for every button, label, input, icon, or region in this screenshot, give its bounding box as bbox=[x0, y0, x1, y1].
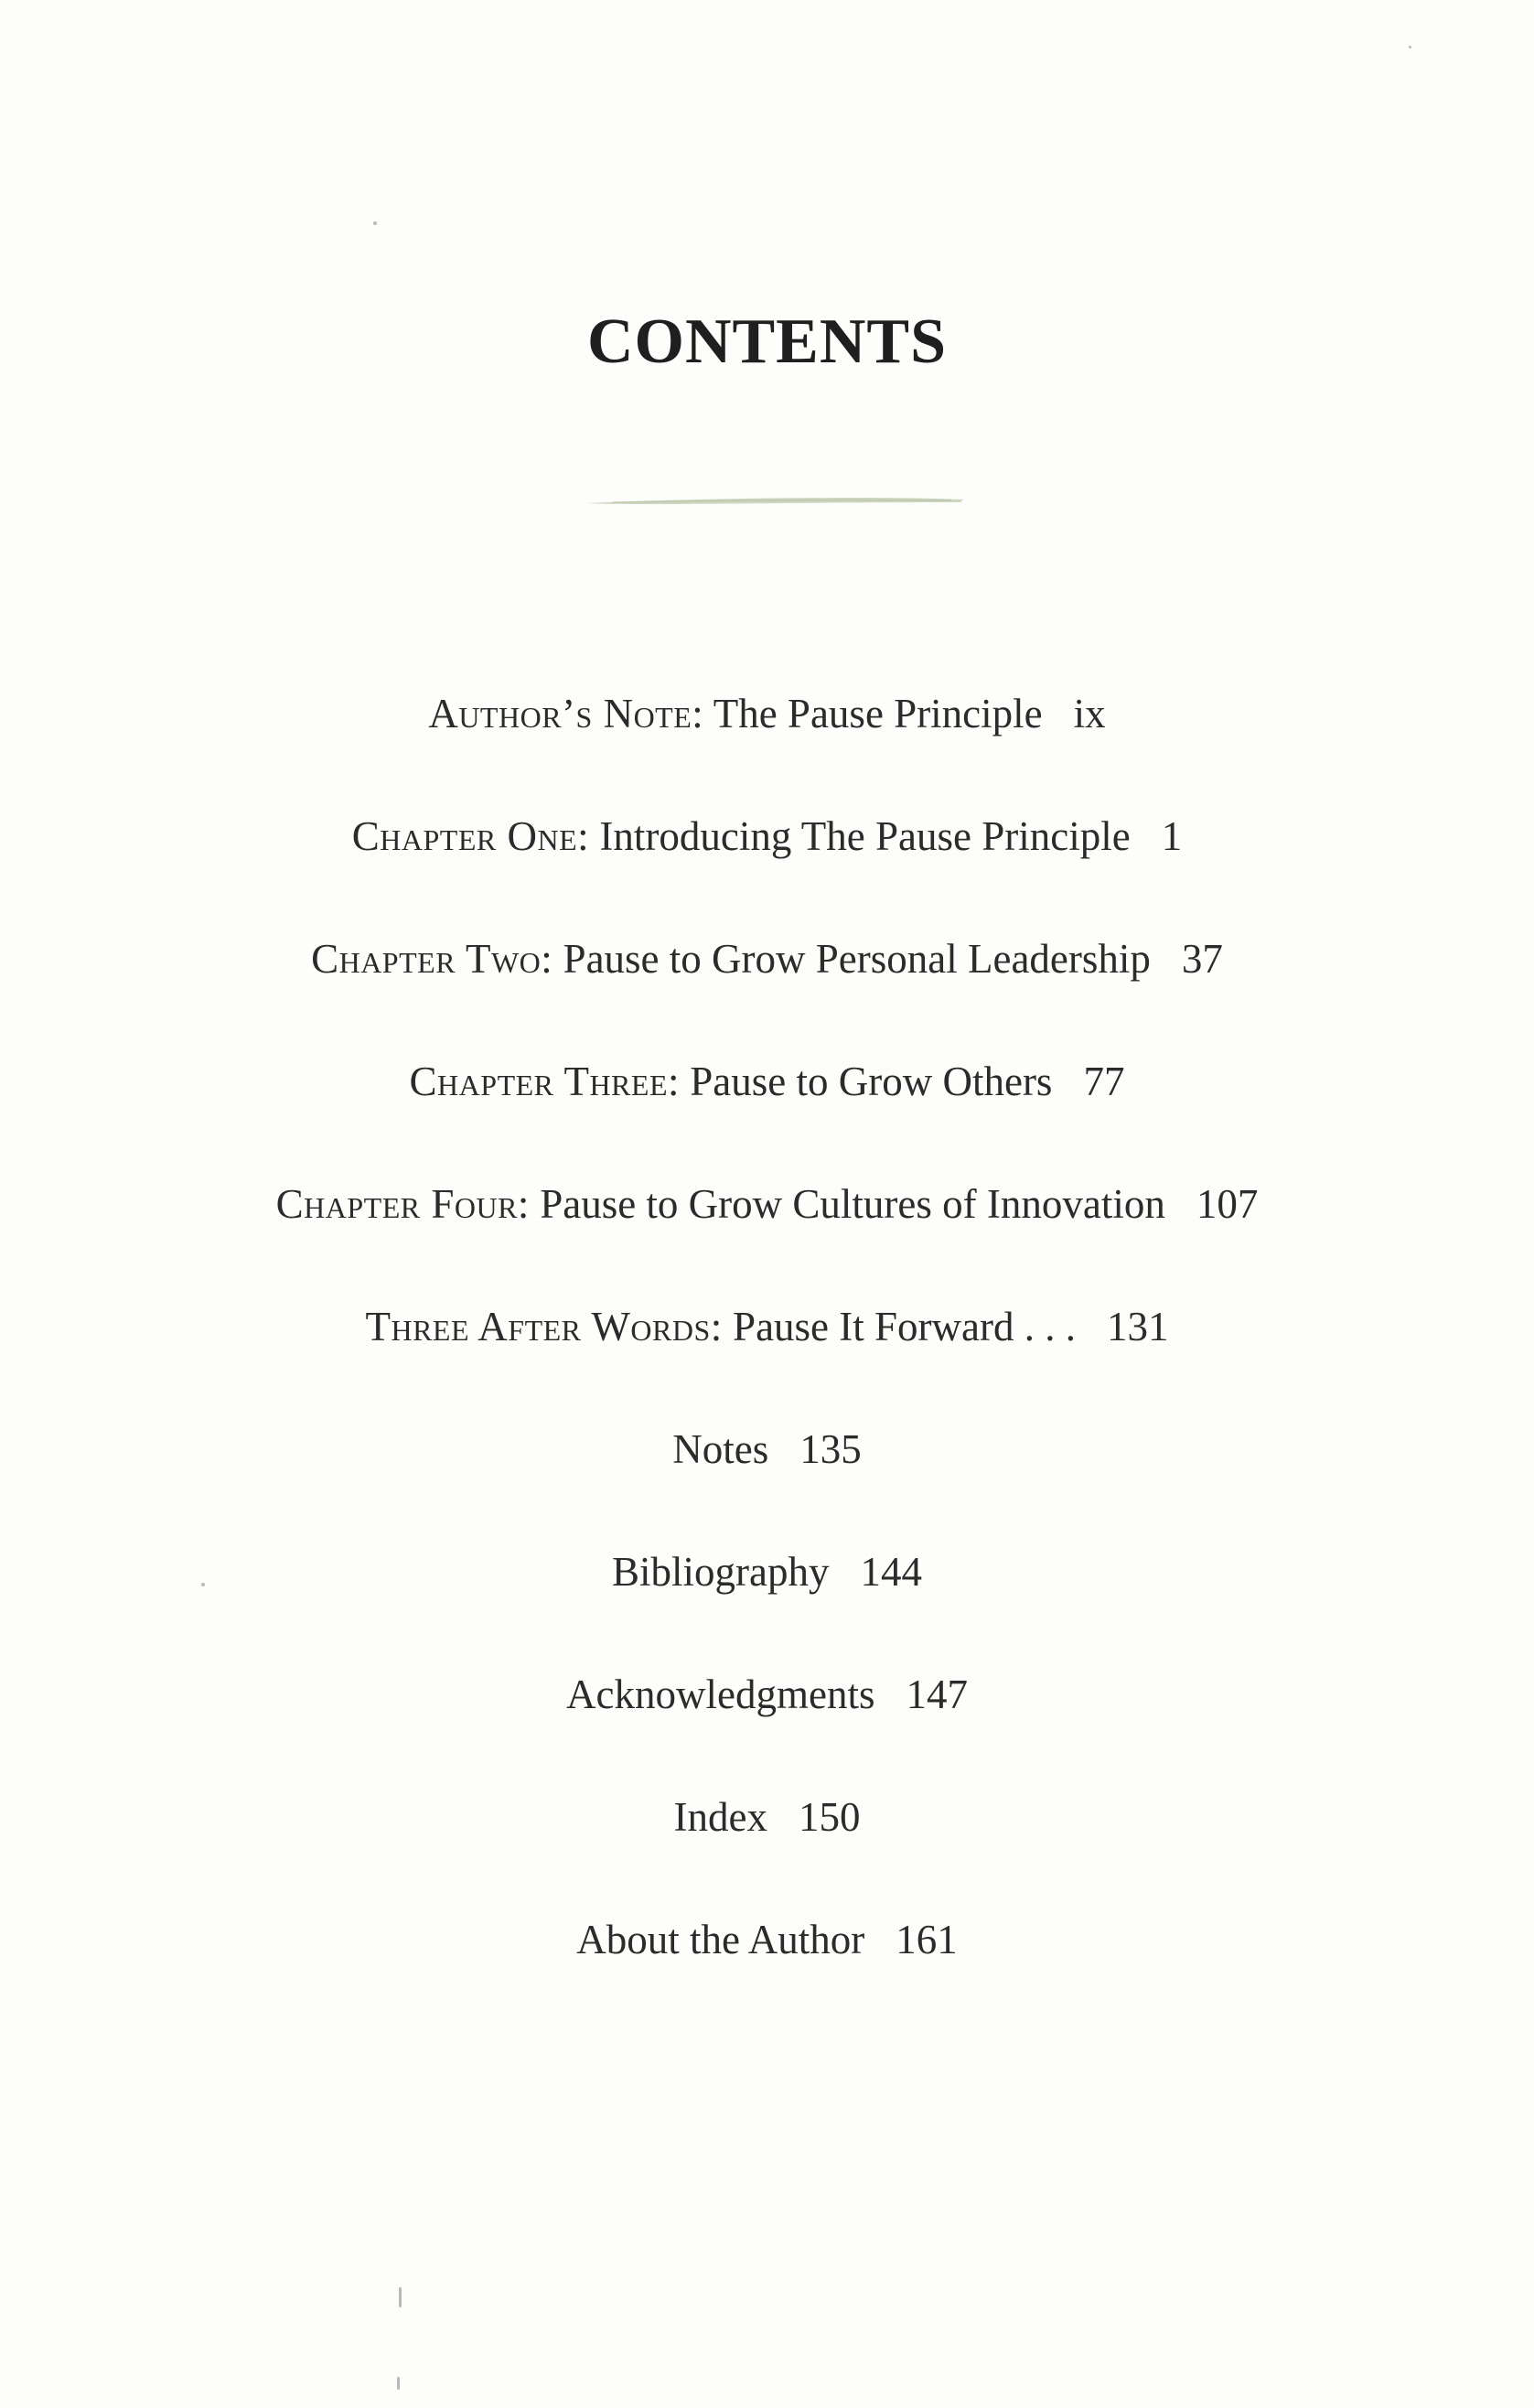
page-title: CONTENTS bbox=[586, 306, 948, 377]
entry-title: Pause to Grow Personal Leadership bbox=[563, 936, 1151, 982]
entry-title: Introducing The Pause Principle bbox=[599, 813, 1131, 859]
toc-entry-chapter-two[interactable] bbox=[0, 927, 1534, 1049]
entry-label: Chapter Three: bbox=[409, 1059, 680, 1104]
toc-entry-notes[interactable] bbox=[0, 1417, 1534, 1540]
entry-page-number: 37 bbox=[1181, 936, 1223, 982]
entry-page-number: 77 bbox=[1083, 1059, 1125, 1104]
entry-page-number: 107 bbox=[1196, 1181, 1259, 1227]
toc-entry-three-after-words[interactable] bbox=[0, 1295, 1534, 1417]
entry-label: Three After Words: bbox=[365, 1304, 723, 1349]
toc-entry-index[interactable] bbox=[0, 1785, 1534, 1908]
entry-label: Chapter Two: bbox=[311, 936, 553, 982]
paper-speck bbox=[399, 2287, 402, 2307]
entry-title: Bibliography bbox=[612, 1549, 830, 1595]
entry-page-number: 161 bbox=[896, 1917, 958, 1962]
toc-entry-acknowledgments[interactable] bbox=[0, 1662, 1534, 1785]
toc-entry-chapter-one[interactable] bbox=[0, 804, 1534, 927]
entry-page-number: 150 bbox=[798, 1794, 861, 1840]
entry-title: Notes bbox=[672, 1426, 769, 1472]
entry-title: Acknowledgments bbox=[566, 1672, 875, 1717]
entry-title: Pause to Grow Others bbox=[690, 1059, 1053, 1104]
entry-page-number: 1 bbox=[1161, 813, 1183, 859]
paper-speck bbox=[397, 2377, 400, 2390]
toc-entry-authors-note[interactable] bbox=[0, 682, 1534, 804]
entry-page-number: ix bbox=[1073, 691, 1106, 736]
entry-label: Chapter Four: bbox=[275, 1181, 530, 1227]
toc-entry-about-the-author[interactable] bbox=[0, 1908, 1534, 2030]
entry-title: Pause to Grow Cultures of Innovation bbox=[540, 1181, 1165, 1227]
ornamental-rule bbox=[585, 495, 965, 508]
entry-page-number: 147 bbox=[906, 1672, 968, 1717]
entry-title: About the Author bbox=[576, 1917, 865, 1962]
toc-entry-chapter-three[interactable] bbox=[0, 1049, 1534, 1172]
table-of-contents bbox=[0, 682, 1534, 2030]
entry-label: Author’s Note: bbox=[428, 691, 704, 736]
paper-speck bbox=[1409, 46, 1411, 48]
paper-speck bbox=[201, 1583, 205, 1586]
entry-title: The Pause Principle bbox=[713, 691, 1043, 736]
toc-entry-chapter-four[interactable] bbox=[0, 1172, 1534, 1295]
entry-title: Pause It Forward . . . bbox=[733, 1304, 1076, 1349]
toc-entry-bibliography[interactable] bbox=[0, 1540, 1534, 1662]
entry-page-number: 144 bbox=[860, 1549, 922, 1595]
entry-title: Index bbox=[673, 1794, 767, 1840]
entry-label: Chapter One: bbox=[351, 813, 590, 859]
entry-page-number: 131 bbox=[1107, 1304, 1169, 1349]
entry-page-number: 135 bbox=[799, 1426, 862, 1472]
paper-speck bbox=[373, 221, 377, 225]
